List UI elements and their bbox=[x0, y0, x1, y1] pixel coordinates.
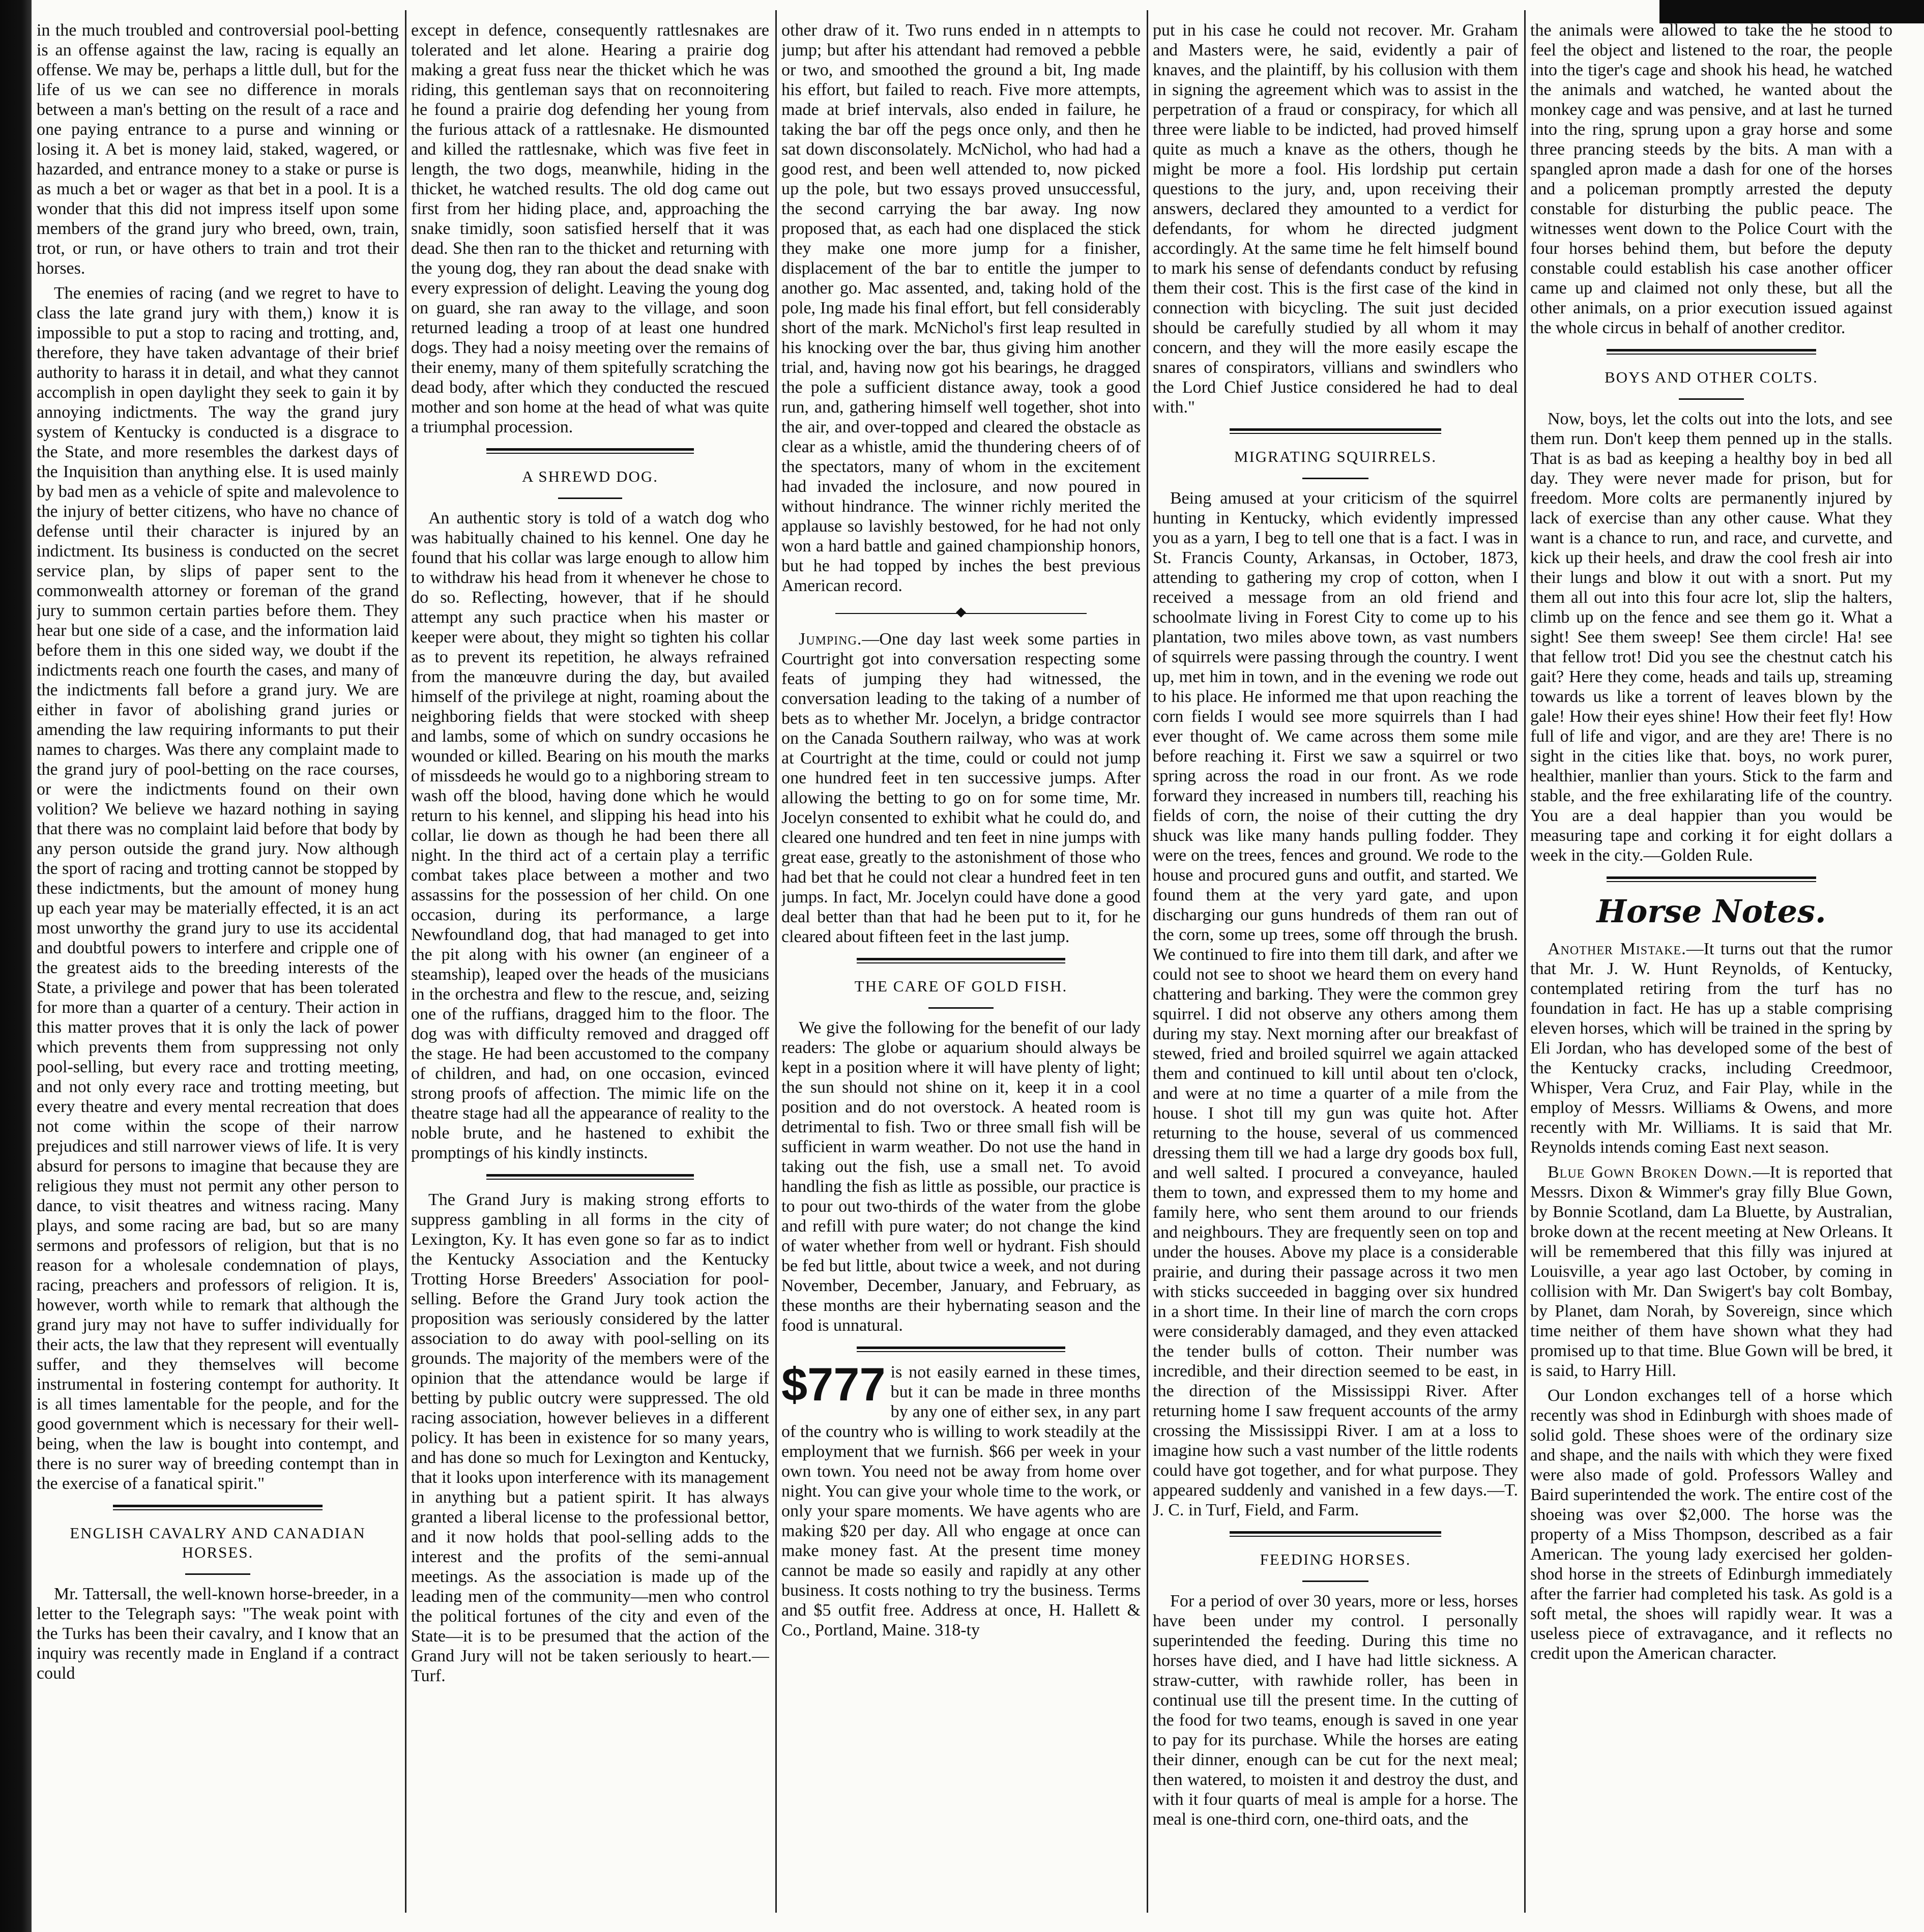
column-2 bbox=[411, 20, 769, 1913]
article-headline: ENGLISH CAVALRY AND CANADIAN HORSES. bbox=[70, 1524, 366, 1561]
article-paragraph bbox=[1530, 939, 1892, 1157]
paragraph-text: Mr. Tattersall, the well-known horse-breeder, in a letter to the Telegraph says: "The weak point with the Turks has been their cavalry, and I know that an inquiry was recently made in England if a contract could bbox=[37, 1585, 399, 1683]
column-rule bbox=[775, 10, 777, 1913]
short-rule-divider bbox=[1302, 478, 1368, 479]
paragraph-text: Being amused at your criticism of the squirrel hunting in Kentucky, which evidently impressed you as a yarn, I beg to tell one that is a fact. I was in St. Francis County, Arkansas, in October, 1873, attending to gathering my crop of cotton, when I received a message from an old friend and schoolmate living in Forest City to come up to his plantation, two miles above town, as vast numbers of squirrels were passing through the country. I went up, met him in town, and in the evening we rode out to his place. He informed me that upon reaching the corn fields I would see more squirrels than I had ever thought of. We came across them some mile before reaching it. First we saw a squirrel or two spring across the road in our front. As we rode forward they increased in numbers till, reaching his fields of corn, the noise of their cutting the dry shuck was like many hands pulling fodder. They were on the trees, fences and ground. We rode to the house and procured guns and outfit, and started. We found them at the very yard gate, and upon discharging our guns hundreds of them ran out of the corn, some up trees, some off through the brush. We continued to fire into them till dark, and after we could not see to shoot we heard them on every hand chattering and barking. They were the common grey squirrel. I did not observe any others among them during my stay. Next morning after our breakfast of stewed, fried and broiled squirrel we again attacked them and continued to kill until about ten o'clock, and were at no time a quarter of a mile from the house. I shot till my gun was quite hot. After returning to the house, several of us commenced dressing them till we had a large dry goods box full, and well salted. I procured a conveyance, hauled them to town, and expressed them to my home and family here, who sent them around to our friends and neighbours. They are frequently seen on top and under the houses. Above my place is a considerable prairie, and during their passage across it two men with sticks succeeded in bagging over six hundred in a short time. In their line of march the corn crops were considerably damaged, and they even attacked the tender bulls of cotton. Their number was incredible, and their direction seemed to be east, in the direction of the Mississippi River. After returning home I saw frequent accounts of the army crossing the Mississippi River. I am at a loss to imagine how such a vast number of the little rodents could have got together, and for what purpose. They appeared suddenly and vanished in a few days.—T. J. C. in Turf, Field, and Farm. bbox=[1153, 489, 1518, 1519]
paragraph-text: put in his case he could not recover. Mr. Graham and Masters were, he said, evidently a pair of knaves, and the plaintiff, by his collusion with them in signing the agreement which was to assist in the perpetration of a fraud or conspiracy, for which all three were liable to be indicted, had proved himself quite as much a knave as the others, though he might be more a fool. His lordship put certain questions to the jury, and, upon receiving their answers, declared they amounted to a verdict for defendants, for whom he directed judgment accordingly. At the same time he felt himself bound to mark his sense of defendants conduct by refusing them their cost. This is the first case of the kind in connection with bicycling. The suit just decided should be carefully studied by all whom it may concern, and they will the more easily escape the snares of conspirators, villians and swindlers who the Lord Chief Justice considered he had to deal with." bbox=[1153, 21, 1518, 417]
short-rule-divider bbox=[185, 1573, 250, 1575]
article-paragraph bbox=[781, 20, 1141, 596]
article-paragraph bbox=[411, 20, 769, 437]
article-paragraph bbox=[411, 1190, 769, 1686]
column-5 bbox=[1530, 20, 1892, 1913]
short-rule-divider bbox=[928, 1007, 993, 1009]
paragraph-text: other draw of it. Two runs ended in n attempts to jump; but after his attendant had removed a pebble or two, and smoothed the ground a bit, Ing made his effort, but failed to reach. Five more attempts, made at brief intervals, also ended in failure, he taking the bar off the pegs once only, and then he sat down disconsolately. McNichol, who had had a good rest, and been well attended to, now picked up the pole, but two essays proved unsuccessful, the second carrying the bar away. Ing now proposed that, as each had one displaced the stick they make one more jump for a finisher, displacement of the bar to entitle the jumper to another go. Mac assented, and, taking hold of the pole, Ing made his final effort, but fell considerably short of the mark. McNichol's first leap resulted in his knocking over the bar, thus giving him another trial, and, having now got his bearings, he dragged the pole a sufficient distance away, took a good run, and, gathering himself well together, shot into the air, and over-topped and cleared the obstacle as clear as a whistle, amid the thundering cheers of of the spectators, many of whom in the excitement had invaded the inclosure, and now poured in without hindrance. The winner richly merited the applause so lavishly bestowed, for he had not only won a hard battle and gained championship honors, but he had topped by inches the best previous American record. bbox=[781, 21, 1141, 595]
article-paragraph bbox=[37, 283, 399, 1494]
article-paragraph bbox=[1153, 488, 1518, 1520]
paragraph-text: the animals were allowed to take the he stood to feel the object and listened to the roar, the people into the tiger's cage and shook his head, he watched the animals and watched, he wanted about the monkey cage and was pensive, and at last he turned into the ring, sprung upon a gray horse and some three prancing steeds by the bits. A man with a spangled apron made a dash for one of the horses and a policeman promptly arrested the deputy constable for disturbing the public peace. The witnesses went down to the Police Court with the four horses behind them, but before the deputy constable could establish his case another officer came up and claimed not only these, but all the other animals, on a prior execution issued against the whole circus in behalf of another creditor. bbox=[1530, 21, 1892, 337]
double-rule-divider bbox=[1230, 1531, 1441, 1537]
diamond-ornament-divider bbox=[835, 611, 1087, 616]
column-1 bbox=[37, 20, 399, 1913]
paragraph-text: An authentic story is told of a watch dog who was habitually chained to his kennel. One day he found that his collar was large enough to allow him to withdraw his head from it whenever he chose to do so. Reflecting, however, that if he should attempt any such practice when his master or keeper were about, they might so tighten his collar as to prevent its repetition, he always refrained from the manœuvre during the day, but availed himself of the privilege at night, roaming about the neighboring fields that were stocked with sheep and lambs, some of which on sundry occasions he wounded or killed. Bearing on his mouth the marks of missdeeds he would go to a nighboring stream to wash off the blood, having done which he would return to his kennel, and slipping his head into his collar, lie down as though he had been there all night. In the third act of a certain play a terrific combat takes place between a mother and two assassins for the possession of her child. On one occasion, during its performance, a large Newfoundland dog, that had managed to get into the pit along with his owner (an engineer of a steamship), leaped over the heads of the musicians in the orchestra and flew to the rescue, and, seizing one of the ruffians, dragged him to the floor. The dog was with difficulty removed and dragged off the stage. He had been accustomed to the company of children, and had, on one occasion, evinced strong proofs of affection. The mimic life on the theatre stage had all the appearance of reality to the noble brute, and he hastened to exhibit the promptings of his kindly instincts. bbox=[411, 509, 769, 1162]
paragraph-text: We give the following for the benefit of our lady readers: The globe or aquarium should always be kept in a position where it will have plenty of light; the sun should not shine on it, keep it in a cool position and do not overstock. A heated room is detrimental to fish. Two or three small fish will be sufficient in warm weather. Do not use the hand in taking out the fish, use a small net. To avoid handling the fish as little as possible, our practice is to pour out two-thirds of the water from the globe and refill with pure water; do not change the kind of water whether from well or hydrant. Fish should be fed but little, about twice a week, and not during November, December, January, and February, as these months are their hybernating season and the food is unnatural. bbox=[781, 1018, 1141, 1335]
double-rule-divider bbox=[857, 958, 1065, 963]
article-headline: BOYS AND OTHER COLTS. bbox=[1605, 368, 1818, 386]
paragraph-text: Now, boys, let the colts out into the lots, and see them run. Don't keep them penned up in the stalls. That is as bad as keeping a healthy boy in bed all day. They were never made for prison, but for freedom. More colts are permanently injured by lack of exercise than any other cause. What they want is a chance to run, and race, and curvette, and kick up their heels, and draw the cool fresh air into their lungs and blow it out with a snort. Put my them all out into this four acre lot, slip the halters, climb up on the fence and see them go it. What a sight! See them sweep! See them circle! Ha! see that fellow trot! Did you see the chestnut catch his gait? Here they come, heads and tails up, streaming towards us like a torrent of leaves blown by the gale! How their eyes shine! How their feet fly! How full of life and vigor, and are they are! There is no sight in the cities like that. boys, no work purer, healthier, manlier than yours. Stick to the farm and stable, and the free exhilarating life of the country. You are a deal happier than you would be measuring tape and corking it for eight dollars a week in the city.—Golden Rule. bbox=[1530, 409, 1892, 865]
paragraph-lead: Blue Gown Broken Down. bbox=[1548, 1163, 1753, 1182]
article-paragraph bbox=[1530, 1386, 1892, 1663]
column-rule bbox=[405, 10, 406, 1913]
paragraph-text: —One day last week some parties in Courtright got into conversation respecting some feats of jumping they had witnessed, the conversation leading to the taking of a number of bets as to whether Mr. Jocelyn, a bridge contractor on the Canada Southern railway, who was at work at Courtright at the time, could or could not jump one hundred feet in ten successive jumps. After allowing the betting to go on for some time, Mr. Jocelyn consented to exhibit what he could do, and cleared one hundred and ten feet in nine jumps with great ease, greatly to the astonishment of those who had bet that he could not clear a hundred feet in ten jumps. In fact, Mr. Jocelyn could have done a good deal better than that had he been put to it, for he cleared about fifteen feet in the last jump. bbox=[781, 630, 1141, 946]
article-paragraph bbox=[781, 1018, 1141, 1335]
column-rule bbox=[1524, 10, 1526, 1913]
double-rule-divider bbox=[486, 448, 694, 454]
article-paragraph bbox=[1530, 1162, 1892, 1381]
article-paragraph bbox=[781, 629, 1141, 947]
double-rule-divider bbox=[1230, 428, 1441, 434]
paragraph-lead: Another Mistake. bbox=[1548, 940, 1686, 958]
double-rule-divider bbox=[857, 1346, 1065, 1352]
paragraph-lead: Jumping. bbox=[799, 630, 862, 649]
article-paragraph bbox=[1153, 20, 1518, 417]
article-paragraph bbox=[37, 1584, 399, 1683]
paragraph-text: except in defence, consequently rattlesnakes are tolerated and let alone. Hearing a prairie dog making a great fuss near the thicket which he was riding, this gentleman says that on reconnoitering he found a prairie dog defending her young from the furious attack of a rattlesnake. He dismounted and killed the rattlesnake, which was five feet in length, the two dogs, meanwhile, hiding in the thicket, he watched results. The old dog came out first from her hiding place, and, approaching the snake timidly, soon satisfied herself that it was dead. She then ran to the thicket and returning with the young dog, they ran about the dead snake with every expression of delight. Leaving the young dog on guard, she ran away to the village, and soon returned leading a troop of at least one hundred dogs. They had a noisy meeting over the remains of their enemy, many of them spitefully scratching the dead body, after which they conducted the rescued mother and son home at the head of what was quite a triumphal procession. bbox=[411, 21, 769, 436]
advertisement bbox=[781, 1359, 1141, 1640]
scan-edge-left bbox=[0, 0, 32, 1932]
article-paragraph bbox=[1530, 20, 1892, 338]
paragraph-text: —It turns out that the rumor that Mr. J. W. Hunt Reynolds, of Kentucky, contemplated retiring from the turf has no foundation in fact. He has up a stable comprising eleven horses, which will be trained in the spring by Eli Jordan, who has developed some of the best of the Kentucky cracks, including Creedmoor, Whisper, Vera Cruz, and Fair Play, while in the employ of Messrs. Williams & Owens, and more recently with Mr. Williams. It is said that Mr. Reynolds intends coming East next season. bbox=[1530, 940, 1892, 1157]
double-rule-divider bbox=[113, 1505, 323, 1510]
article-paragraph bbox=[1530, 409, 1892, 865]
paragraph-text: —It is reported that Messrs. Dixon & Wimmer's gray filly Blue Gown, by Bonnie Scotland, dam La Bluette, by Australian, broke down at the recent meeting at New Orleans. It will be remembered that this filly was injured at Louisville, a year ago last October, by coming in collision with Mr. Dan Swigert's bay colt Bombay, by Planet, dam Norah, by Sovereign, since which time neither of them have shown what they had promised up to that time. Blue Gown will be bred, it is said, to Harry Hill. bbox=[1530, 1163, 1892, 1380]
column-3 bbox=[781, 20, 1141, 1913]
double-rule-divider bbox=[1607, 876, 1817, 882]
paragraph-text: For a period of over 30 years, more or less, horses have been under my control. I personally superintended the feeding. During this time no horses have died, and I have had little sickness. A straw-cutter, with rawhide roller, has been in continual use till the present time. In the cutting of the food for two teams, enough is saved in one year to pay for its purchase. While the horses are eating their dinner, enough can be cut for the next meal; then watered, to moisten it and destroy the dust, and with it four quarts of meal is ample for a horse. The meal is one-third corn, one-third oats, and the bbox=[1153, 1592, 1518, 1829]
article-paragraph bbox=[1153, 1591, 1518, 1829]
short-rule-divider bbox=[1679, 398, 1744, 400]
article-headline: A SHREWD DOG. bbox=[522, 467, 658, 485]
section-title: Horse Notes. bbox=[1596, 893, 1826, 930]
ad-text: is not easily earned in these times, but it can be made in three months by any one of either sex, in any part of the country who is willing to work steadily at the employment that we furnish. $66 per week in your own town. You need not be away from home over night. You can give your whole time to the work, or only your spare moments. We have agents who are making $20 per day. All who engage at once can make money fast. At the present time money cannot be made so easily and rapidly at any other business. It costs nothing to try the business. Terms and $5 outfit free. Address at once, H. Hallett & Co., Portland, Maine. 318-ty bbox=[781, 1363, 1141, 1640]
article-headline: FEEDING HORSES. bbox=[1260, 1550, 1411, 1568]
paragraph-text: in the much troubled and controversial pool-betting is an offense against the law, racing is equally an offense. We may be, perhaps a little dull, but for the life of us we can see no difference in morals between a man's betting on the result of a race and one paying entrance to a purse and winning or losing it. A bet is money laid, staked, wagered, or hazarded, and entrance money to a stake or purse is as much a bet or wager as that bet in a pool. It is a wonder that this did not impress itself upon some members of the grand jury who breed, own, train, trot, or run, or have others to train and trot their horses. bbox=[37, 21, 399, 278]
double-rule-divider bbox=[1607, 349, 1817, 355]
short-rule-divider bbox=[558, 497, 623, 499]
paragraph-text: The Grand Jury is making strong efforts to suppress gambling in all forms in the city of Lexington, Ky. It has even gone so far as to indict the Kentucky Association and the Kentucky Trotting Horse Breeders' Association for pool-selling. Before the Grand Jury took action the proposition was seriously considered by the latter association to do away with pool-selling on its grounds. The majority of the members were of the opinion that the attendance would be large if betting by public outcry were suppressed. The old racing association, however believes in a different policy. It has been in existence for so many years, and has done so much for Lexington and Kentucky, that it looks upon interference with its management in anything but a patient spirit. It has always granted a liberal license to the professional bettor, and it now holds that pool-selling adds to the interest and the profits of the semi-annual meetings. As the association is made up of the leading men of the community—men who control the political fortunes of the city and even of the State—it is to be presumed that the action of the Grand Jury will not be taken seriously to heart.—Turf. bbox=[411, 1190, 769, 1685]
article-paragraph bbox=[411, 508, 769, 1163]
article-paragraph bbox=[37, 20, 399, 278]
article-headline: THE CARE OF GOLD FISH. bbox=[854, 977, 1068, 995]
article-headline: MIGRATING SQUIRRELS. bbox=[1234, 448, 1437, 465]
paragraph-text: Our London exchanges tell of a horse which recently was shod in Edinburgh with shoes made of solid gold. These shoes were of the ordinary size and shape, and the nails with which they were fixed were also made of gold. Professors Walley and Baird superintended the work. The entire cost of the shoeing was over $2,000. The horse was the property of a Miss Thompson, described as a fair American. The young lady exercised her golden-shod horse in the streets of Edinburgh immediately after the farrier had completed his task. As gold is a soft metal, the shoes will rapidly wear. It was a useless piece of extravagance, and it reflects no credit upon the American character. bbox=[1530, 1386, 1892, 1663]
column-rule bbox=[1147, 10, 1148, 1913]
ad-amount: $777 bbox=[781, 1359, 886, 1411]
double-rule-divider bbox=[486, 1174, 694, 1180]
short-rule-divider bbox=[1302, 1580, 1368, 1582]
paragraph-text: The enemies of racing (and we regret to have to class the late grand jury with them,) know it is impossible to put a stop to racing and trotting, and, therefore, they have taken advantage of their brief authority to harass it in detail, and what they cannot accomplish in open daylight they seek to gain it by annoying indictments. The way the grand jury system of Kentucky is conducted is a disgrace to the State, and more resembles the darkest days of the Inquisition than anything else. It is used mainly by bad men as a vehicle of spite and malevolence to the injury of better citizens, who have no chance of defense until their character is injured by an indictment. Its business is conducted on the secret service plan, by slips of paper sent to the commonwealth attorney or foreman of the grand jury to summon certain parties before them. They hear but one side of a case, and the information laid before them in this one sided way, we doubt if the indictments reach one fourth the cases, and many of the indictments fall before a grand jury. We are either in favor of abolishing grand juries or amending the law requiring informants to put their names to charges. Was there any complaint made to the grand jury of pool-betting on the race courses, or were the indictments found on their own volition? We believe we hazard nothing in saying that there was no complaint laid before that body by any person outside the grand jury. Now although the sport of racing and trotting cannot be stopped by these indictments, but the amount of money hung up each year may be materially effected, it is an act most unworthy the grand jury to use its accidental and doubtful powers to interfere and cripple one of the greatest aids to the breeding interests of the State, a privilege and power that has been tolerated for more than a quarter of a century. Their action in this matter proves that it is only the lack of power which prevents them from suppressing not only pool-selling, but every race and trotting meeting, and not only every race and trotting meeting, but every theatre and every mental recreation that does not come within the scope of their narrow prejudices and still narrower views of life. It is very absurd for persons to imagine that because they are religious they must not permit any other person to dance, to visit theatres and witness racing. Many plays, and some racing are bad, but so are many sermons and professors of religion, but that is no reason for a wholesale condemnation of plays, racing, preachers and professors of religion. It is, however, worth while to remark that although the grand jury may not have to suffer individually for their acts, the law that they represent will eventually suffer, and they themselves will become instrumental in fostering contempt for authority. It is all times lamentable for the people, and for the good government which is necessary for their well-being, when the law is bought into contempt, and there is no surer way of breeding contempt than in the exercise of a fanatical spirit." bbox=[37, 284, 399, 1493]
column-4 bbox=[1153, 20, 1518, 1913]
